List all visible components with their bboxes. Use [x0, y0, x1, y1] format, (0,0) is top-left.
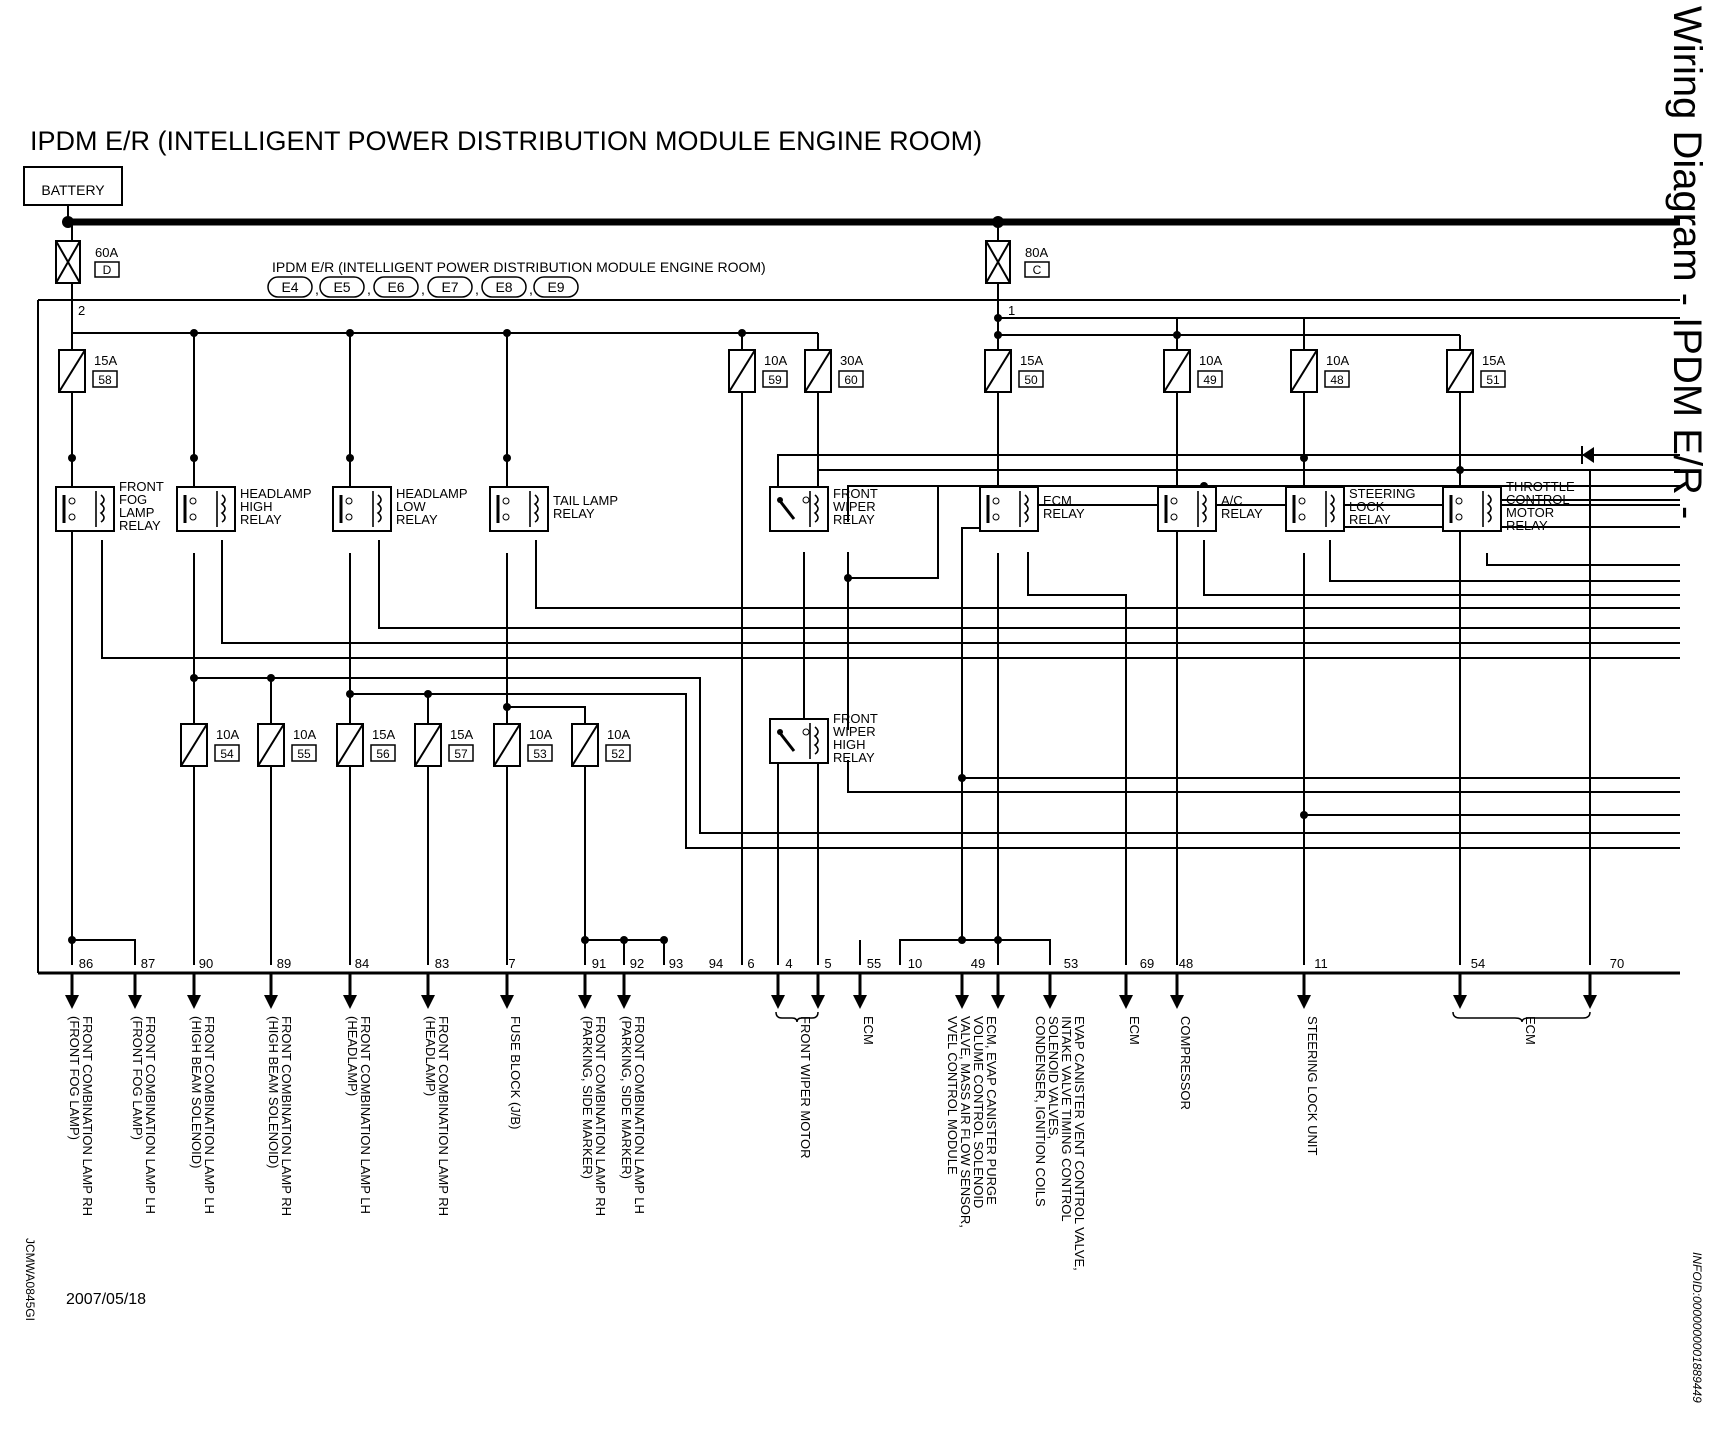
fuse-amp: 10A: [764, 353, 788, 368]
side-title: Wiring Diagram - IPDM E/R -: [1665, 6, 1709, 520]
terminal-number: 53: [1063, 956, 1079, 971]
relay-contact: [777, 497, 783, 503]
relay-label-line: A/C: [1221, 493, 1243, 508]
date: 2007/05/18: [66, 1291, 147, 1308]
relay-contact: [1299, 514, 1305, 520]
relay-label-line: RELAY: [833, 750, 875, 765]
fuse: [1291, 350, 1349, 392]
connector-label: E6: [387, 279, 405, 295]
output-label: [619, 1016, 647, 1214]
fuse: [181, 724, 239, 766]
terminal-number: 4: [785, 956, 793, 971]
fuse-amp: 10A: [216, 727, 240, 742]
relay-label-line: RELAY: [1506, 518, 1548, 533]
terminal-number: 87: [140, 956, 156, 971]
output-label-line: FRONT COMBINATION LAMP RH: [279, 1016, 294, 1217]
relay-label-line: ECM: [1043, 493, 1072, 508]
relay-contact: [190, 498, 196, 504]
relay-label-line: RELAY: [119, 518, 161, 533]
terminal-number: 90: [198, 956, 214, 971]
relay-label-line: FRONT: [119, 479, 164, 494]
relay-label-line: RELAY: [1043, 506, 1085, 521]
output-label-line: (PARKING, SIDE MARKER): [619, 1016, 634, 1180]
fuse-amp: 15A: [94, 353, 118, 368]
fuse-number: 51: [1486, 373, 1500, 387]
fuse-number: 58: [98, 373, 112, 387]
fuse-amp: 15A: [1482, 353, 1506, 368]
fuse-amp: 10A: [293, 727, 317, 742]
connector-label: E4: [281, 279, 299, 295]
fusible-link-amp: 80A: [1025, 245, 1049, 260]
output-arrow-icon: [1583, 995, 1597, 1009]
relay-contact: [1171, 498, 1177, 504]
fusible-link: [986, 241, 1049, 318]
output-label-line: EVAP CANISTER VENT CONTROL VALVE,: [1072, 1016, 1087, 1271]
relay-contact: [1456, 514, 1462, 520]
relay-contact: [1299, 498, 1305, 504]
fusible-link-pin: 1: [1008, 303, 1016, 318]
output-label-line: INTAKE VALVE TIMING CONTROL: [1059, 1016, 1074, 1222]
relay: [56, 479, 164, 533]
fuse: [1447, 350, 1505, 392]
output-label: [1178, 1016, 1193, 1110]
relay-contact: [803, 497, 809, 503]
relay-label-line: LOCK: [1349, 499, 1385, 514]
terminal-number: 10: [907, 956, 923, 971]
fuse: [729, 350, 787, 392]
relay-label-line: RELAY: [396, 512, 438, 527]
output-destinations: [65, 973, 1597, 1271]
relay: [1443, 479, 1575, 533]
terminal-number: 94: [708, 956, 724, 971]
relay-label-line: RELAY: [553, 506, 595, 521]
relay-label-line: THROTTLE: [1506, 479, 1575, 494]
output-arrow-icon: [264, 995, 278, 1009]
fuse-amp: 10A: [1326, 353, 1350, 368]
output-label-line: (HIGH BEAM SOLENOID): [266, 1016, 281, 1169]
terminal-number: 70: [1609, 956, 1625, 971]
output-label: [189, 1016, 217, 1214]
fuse-amp: 15A: [450, 727, 474, 742]
terminal-number: 48: [1178, 956, 1194, 971]
output-label: [266, 1016, 294, 1216]
relay-label-line: FRONT: [833, 486, 878, 501]
fuse: [572, 724, 630, 766]
relay: [770, 486, 878, 531]
terminal-number: 55: [866, 956, 882, 971]
output-arrow-icon: [955, 995, 969, 1009]
output-label-line: ECM: [1127, 1016, 1142, 1045]
module-label: IPDM E/R (INTELLIGENT POWER DISTRIBUTION MODULE ENGINE ROOM): [272, 259, 766, 275]
relay-contact: [346, 514, 352, 520]
connector-label: E8: [495, 279, 513, 295]
output-label-line: VVEL CONTROL MODULE: [945, 1016, 960, 1175]
relay-label-line: FRONT: [833, 711, 878, 726]
fuses: [59, 350, 1505, 766]
connector-separator: ,: [421, 281, 425, 297]
output-label-line: FUSE BLOCK (J/B): [508, 1016, 523, 1130]
relay-body: [770, 719, 828, 763]
output-arrow-icon: [128, 995, 142, 1009]
relay: [177, 486, 312, 531]
terminal-number: 7: [508, 956, 516, 971]
output-label-line: ECM: [1523, 1016, 1538, 1045]
output-label-line: FRONT COMBINATION LAMP RH: [593, 1016, 608, 1217]
output-arrow-icon: [187, 995, 201, 1009]
output-label-line: STEERING LOCK UNIT: [1305, 1016, 1320, 1156]
internal-wiring: [72, 318, 1680, 965]
relay-label-line: FOG: [119, 492, 148, 507]
output-label-line: FRONT COMBINATION LAMP RH: [80, 1016, 95, 1217]
info-id: INFOID:0000000001889449: [1690, 1252, 1704, 1403]
output-label-line: ECM: [861, 1016, 876, 1045]
fusible-link-id: C: [1032, 263, 1042, 277]
output-label: [130, 1016, 158, 1214]
relay-contact: [190, 514, 196, 520]
output-label: [423, 1016, 451, 1216]
terminal-number: 54: [1470, 956, 1486, 971]
fuse-number: 59: [768, 373, 782, 387]
fuse-amp: 15A: [372, 727, 396, 742]
output-arrow-icon: [1297, 995, 1311, 1009]
terminal-number: 69: [1139, 956, 1155, 971]
output-label-line: FRONT WIPER MOTOR: [798, 1016, 813, 1159]
output-label-line: (HEADLAMP): [345, 1016, 360, 1097]
fuse: [337, 724, 395, 766]
relay-label-line: LOW: [396, 499, 426, 514]
output-arrow-icon: [421, 995, 435, 1009]
page-title: IPDM E/R (INTELLIGENT POWER DISTRIBUTION MODULE ENGINE ROOM): [30, 126, 983, 156]
terminal-number: 84: [354, 956, 370, 971]
output-arrow-icon: [991, 995, 1005, 1009]
relay-label-line: HEADLAMP: [396, 486, 468, 501]
relay-contact: [69, 498, 75, 504]
relay-label-line: RELAY: [833, 512, 875, 527]
output-label-line: (FRONT FOG LAMP): [130, 1016, 145, 1140]
relay-label-line: HIGH: [833, 737, 866, 752]
battery-box: [24, 167, 122, 205]
fuse-number: 53: [533, 747, 547, 761]
output-arrow-icon: [617, 995, 631, 1009]
relay-contact: [1456, 498, 1462, 504]
relay-label-line: MOTOR: [1506, 505, 1555, 520]
fuse-number: 48: [1330, 373, 1344, 387]
fuse: [494, 724, 552, 766]
output-label-line: ECM, EVAP CANISTER PURGE: [984, 1016, 999, 1205]
output-label: [945, 1016, 999, 1228]
fusible-link-id: D: [102, 263, 112, 277]
output-arrow-icon: [578, 995, 592, 1009]
output-arrow-icon: [343, 995, 357, 1009]
connector-separator: ,: [315, 281, 319, 297]
output-label-line: SOLENOID VALVES,: [1046, 1016, 1061, 1140]
relay-contact: [993, 498, 999, 504]
diagram-code: JCMWA0845GI: [23, 1238, 37, 1321]
relay: [490, 487, 618, 531]
terminal-number: 49: [970, 956, 986, 971]
output-arrow-icon: [1453, 995, 1467, 1009]
output-label-line: CONDENSER, IGNITION COILS: [1033, 1016, 1048, 1207]
relay-contact: [503, 498, 509, 504]
output-arrow-icon: [1043, 995, 1057, 1009]
output-label: [798, 1016, 813, 1159]
output-arrow-icon: [853, 995, 867, 1009]
relay-contact: [777, 729, 783, 735]
output-label: [1523, 1016, 1538, 1045]
relays: [56, 479, 1575, 765]
connector-separator: ,: [475, 281, 479, 297]
fusible-link: [56, 241, 119, 318]
connector-label: E5: [333, 279, 351, 295]
output-arrow-icon: [1119, 995, 1133, 1009]
output-label-line: COMPRESSOR: [1178, 1016, 1193, 1110]
terminal-number: 93: [668, 956, 684, 971]
output-label: [1033, 1016, 1087, 1271]
output-arrow-icon: [1170, 995, 1184, 1009]
relay-contact: [1171, 514, 1177, 520]
output-label-line: VALVE, MASS AIR FLOW SENSOR,: [958, 1016, 973, 1228]
relay-label-line: RELAY: [1349, 512, 1391, 527]
fuse: [805, 350, 863, 392]
fuse-amp: 10A: [529, 727, 553, 742]
terminal-number: 11: [1314, 956, 1328, 971]
fuse: [59, 350, 117, 392]
output-arrow-icon: [65, 995, 79, 1009]
fuse-number: 57: [454, 747, 468, 761]
fuse-amp: 10A: [1199, 353, 1223, 368]
terminal-number: 5: [824, 956, 832, 971]
output-label: [1305, 1016, 1320, 1155]
fuse-amp: 15A: [1020, 353, 1044, 368]
fuse-number: 49: [1203, 373, 1217, 387]
output-label: [1127, 1016, 1142, 1045]
output-label: [345, 1016, 373, 1214]
relay-contact: [993, 514, 999, 520]
relay: [980, 487, 1085, 531]
fuse: [985, 350, 1043, 392]
output-label-line: FRONT COMBINATION LAMP RH: [436, 1016, 451, 1217]
relay-label-line: LAMP: [119, 505, 155, 520]
output-label-line: FRONT COMBINATION LAMP LH: [143, 1016, 158, 1214]
fusible-link-pin: 2: [78, 303, 86, 318]
fuse-amp: 10A: [607, 727, 631, 742]
output-label: [580, 1016, 608, 1216]
output-label: [861, 1016, 876, 1045]
relay-label-line: HIGH: [240, 499, 273, 514]
relay-label-line: HEADLAMP: [240, 486, 312, 501]
fuse-number: 50: [1024, 373, 1038, 387]
battery-label: BATTERY: [41, 182, 105, 198]
terminal-number: 92: [629, 956, 645, 971]
fuse: [1164, 350, 1222, 392]
relay-contact: [503, 514, 509, 520]
terminal-number: 6: [747, 956, 755, 971]
output-label-line: (FRONT FOG LAMP): [67, 1016, 82, 1140]
terminal-number: 89: [276, 956, 292, 971]
diode-symbol: [1582, 446, 1594, 464]
output-label-line: (HEADLAMP): [423, 1016, 438, 1097]
junctions: [62, 216, 1464, 944]
relay-label-line: CONTROL: [1506, 492, 1570, 507]
output-arrow-icon: [771, 995, 785, 1009]
connector-label: E9: [547, 279, 565, 295]
terminal-number: 83: [434, 956, 450, 971]
relay: [1286, 486, 1415, 531]
relay: [333, 486, 468, 531]
fuse: [415, 724, 473, 766]
fuse: [258, 724, 316, 766]
connector-label: E7: [441, 279, 459, 295]
connector-separator: ,: [367, 281, 371, 297]
relay-label-line: RELAY: [240, 512, 282, 527]
output-label-line: (PARKING, SIDE MARKER): [580, 1016, 595, 1180]
relay-contact: [69, 514, 75, 520]
relay: [1158, 487, 1263, 531]
relay: [770, 711, 878, 765]
fusible-link-amp: 60A: [95, 245, 119, 260]
terminal-number: 86: [78, 956, 94, 971]
fuse-number: 54: [220, 747, 234, 761]
fuse-number: 55: [297, 747, 311, 761]
fuse-number: 56: [376, 747, 390, 761]
relay-label-line: WIPER: [833, 724, 876, 739]
output-label-line: FRONT COMBINATION LAMP LH: [358, 1016, 373, 1214]
output-label: [67, 1016, 95, 1216]
relay-body: [770, 487, 828, 531]
fuse-number: 52: [611, 747, 625, 761]
output-arrow-icon: [811, 995, 825, 1009]
relay-label-line: STEERING: [1349, 486, 1416, 501]
output-label-line: FRONT COMBINATION LAMP LH: [202, 1016, 217, 1214]
relay-label-line: TAIL LAMP: [553, 493, 619, 508]
terminal-row: [79, 956, 1624, 971]
output-arrow-icon: [500, 995, 514, 1009]
relay-contact: [803, 729, 809, 735]
relay-contact: [346, 498, 352, 504]
relay-label-line: RELAY: [1221, 506, 1263, 521]
fuse-amp: 30A: [840, 353, 864, 368]
output-label-line: (HIGH BEAM SOLENOID): [189, 1016, 204, 1169]
output-label: [508, 1016, 523, 1129]
output-label-line: FRONT COMBINATION LAMP LH: [632, 1016, 647, 1214]
fuse-number: 60: [844, 373, 858, 387]
relay-label-line: WIPER: [833, 499, 876, 514]
connector-separator: ,: [529, 281, 533, 297]
terminal-number: 91: [591, 956, 607, 971]
module-connector-label: [268, 259, 766, 297]
output-label-line: VOLUME CONTROL SOLENOID: [971, 1016, 986, 1209]
